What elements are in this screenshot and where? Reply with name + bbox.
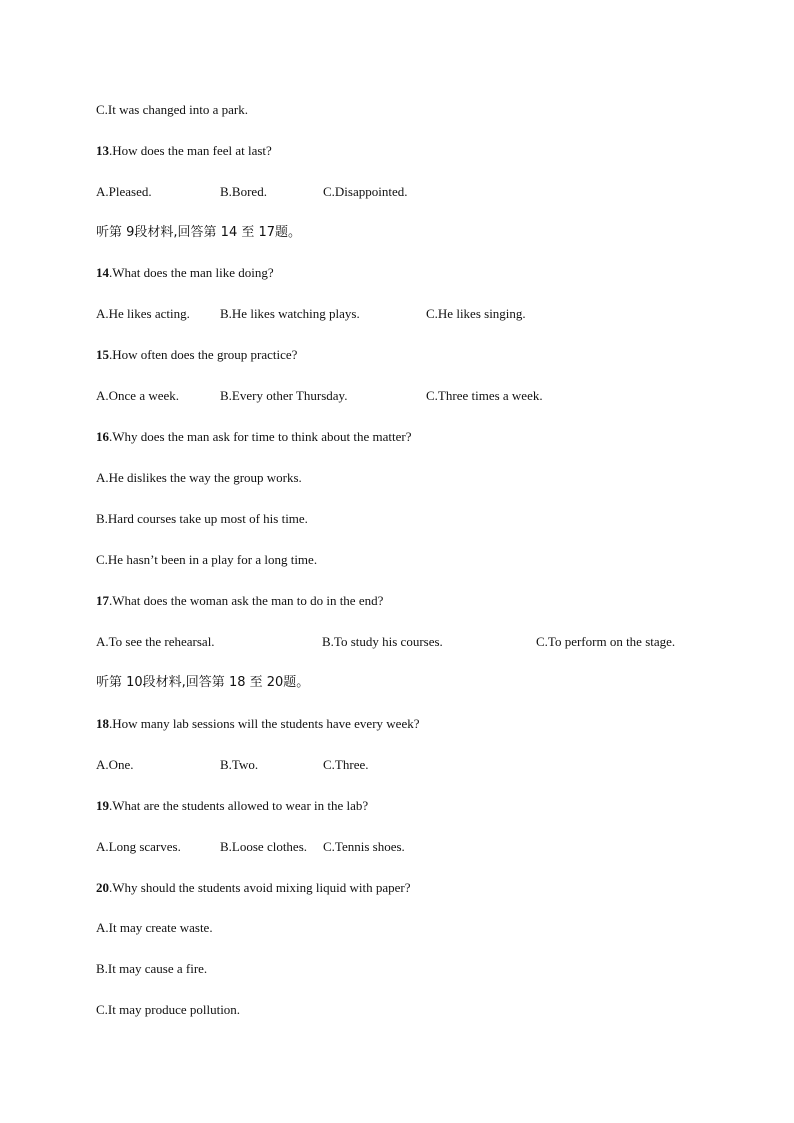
question-number: 16	[96, 429, 109, 444]
q19-option-b: B.Loose clothes.	[220, 839, 308, 854]
q19-option-c: C.Tennis shoes.	[323, 839, 405, 854]
section-heading-9: 听第 9段材料,回答第 14 至 17题。	[96, 225, 302, 240]
q14-option-c: C.He likes singing.	[426, 306, 526, 321]
question-number: 13	[96, 143, 109, 158]
question-number: 19	[96, 798, 109, 813]
question-number: 18	[96, 716, 109, 731]
q16-option-b: B.Hard courses take up most of his time.	[96, 511, 308, 526]
question-text: .What does the woman ask the man to do in the end?	[109, 593, 384, 608]
question-18	[96, 716, 419, 732]
q13-option-c: C.Disappointed.	[323, 184, 408, 199]
question-text: .Why does the man ask for time to think about the matter?	[109, 429, 412, 444]
q13-option-a: A.Pleased.	[96, 184, 152, 199]
q16-option-a: A.He dislikes the way the group works.	[96, 470, 302, 485]
question-text: .How many lab sessions will the students have every week?	[109, 716, 420, 731]
q19-option-a: A.Long scarves.	[96, 839, 181, 854]
question-text: .What are the students allowed to wear in the lab?	[109, 798, 369, 813]
question-text: .Why should the students avoid mixing liquid with paper?	[109, 880, 411, 895]
question-text: .How does the man feel at last?	[109, 143, 272, 158]
q18-option-c: C.Three.	[323, 757, 369, 772]
question-number: 15	[96, 347, 109, 362]
q12-option-c: C.It was changed into a park.	[96, 102, 248, 117]
question-14	[96, 265, 274, 281]
question-text: .How often does the group practice?	[109, 347, 298, 362]
question-number: 17	[96, 593, 109, 608]
q17-option-c: C.To perform on the stage.	[536, 634, 676, 649]
question-17	[96, 593, 383, 609]
q14-option-a: A.He likes acting.	[96, 306, 190, 321]
q16-option-c: C.He hasn’t been in a play for a long time.	[96, 552, 318, 567]
q17-option-b: B.To study his courses.	[322, 634, 443, 649]
q15-option-a: A.Once a week.	[96, 388, 180, 403]
question-20	[96, 880, 411, 896]
question-text: .What does the man like doing?	[109, 265, 274, 280]
q15-option-b: B.Every other Thursday.	[220, 388, 348, 403]
question-13	[96, 143, 272, 159]
q14-option-b: B.He likes watching plays.	[220, 306, 360, 321]
question-15	[96, 347, 297, 363]
q20-option-c: C.It may produce pollution.	[96, 1002, 241, 1017]
question-16	[96, 429, 412, 445]
q17-option-a: A.To see the rehearsal.	[96, 634, 215, 649]
section-heading-10: 听第 10段材料,回答第 18 至 20题。	[96, 675, 310, 690]
q20-option-a: A.It may create waste.	[96, 920, 213, 935]
question-number: 20	[96, 880, 109, 895]
question-number: 14	[96, 265, 109, 280]
q20-option-b: B.It may cause a fire.	[96, 961, 208, 976]
q15-option-c: C.Three times a week.	[426, 388, 543, 403]
q18-option-b: B.Two.	[220, 757, 259, 772]
q18-option-a: A.One.	[96, 757, 134, 772]
question-19	[96, 798, 368, 814]
q13-option-b: B.Bored.	[220, 184, 267, 199]
